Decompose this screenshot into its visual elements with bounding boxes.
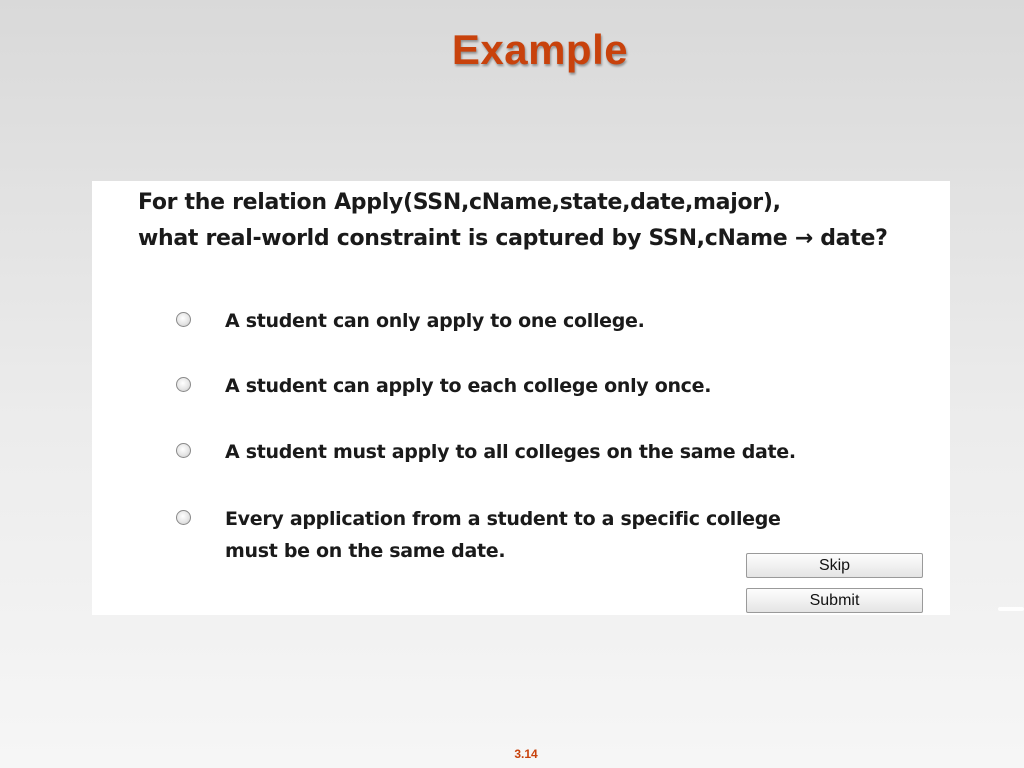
option-1-line-1: A student can only apply to one college.	[225, 310, 645, 332]
option-3-line-1: A student must apply to all colleges on the same date.	[225, 441, 796, 463]
option-1-label[interactable]	[225, 305, 645, 337]
option-1-radio[interactable]	[176, 312, 191, 327]
page-number: 3.14	[514, 747, 538, 761]
option-2-label[interactable]	[225, 370, 711, 402]
option-3[interactable]	[176, 436, 876, 468]
option-2-radio[interactable]	[176, 377, 191, 392]
question-line-1: For the relation Apply(SSN,cName,state,date,major),	[138, 190, 781, 215]
question-text	[138, 185, 938, 257]
quiz-panel	[92, 181, 950, 615]
slide-title: Example	[451, 26, 629, 73]
option-4-label[interactable]	[225, 503, 781, 567]
submit-button[interactable]: Submit	[746, 588, 923, 613]
question-line-2: what real-world constraint is captured by SSN,cName → date?	[138, 226, 888, 251]
option-3-radio[interactable]	[176, 443, 191, 458]
option-2-line-1: A student can apply to each college only once.	[225, 375, 712, 397]
skip-button[interactable]: Skip	[746, 553, 923, 578]
option-4-radio[interactable]	[176, 510, 191, 525]
option-2[interactable]	[176, 370, 876, 402]
option-4-line-2: must be on the same date.	[225, 540, 506, 562]
option-4-line-1: Every application from a student to a specific college	[225, 508, 781, 530]
option-3-label[interactable]	[225, 436, 796, 468]
slide-edge-decoration	[998, 607, 1024, 611]
option-1[interactable]	[176, 305, 876, 337]
